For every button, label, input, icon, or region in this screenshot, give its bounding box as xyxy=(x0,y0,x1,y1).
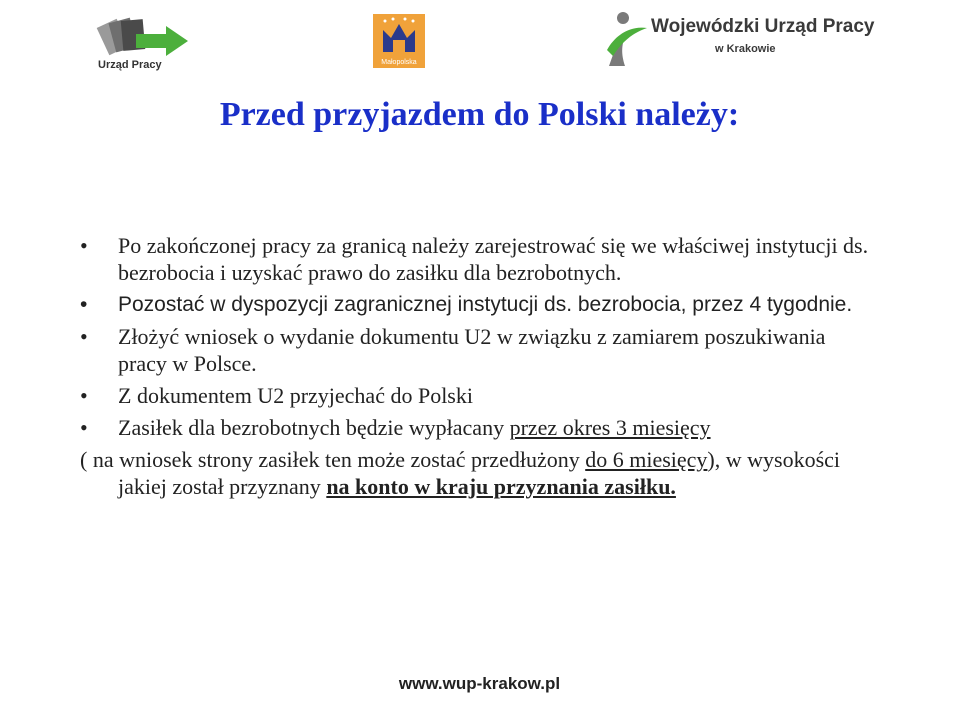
bullet-icon: • xyxy=(80,415,88,440)
bullet-list xyxy=(80,232,870,500)
note-paragraph xyxy=(80,446,870,500)
note-text: ), w wysokości jakiej został przyznany xyxy=(118,447,841,499)
note-text: ( na wniosek strony zasiłek ten może zostać przedłużony xyxy=(80,447,586,472)
bullet-text: Pozostać w dyspozycji zagranicznej instytucji ds. bezrobocia, przez 4 tygodnie. xyxy=(118,293,853,316)
bullet-text: Złożyć wniosek o wydanie dokumentu U2 w związku z zamiarem poszukiwania pracy w Polsce. xyxy=(118,324,826,376)
note-duration: do 6 miesięcy xyxy=(585,447,708,472)
bullet-item xyxy=(80,291,870,318)
urzad-pracy-logo-graphic xyxy=(96,14,196,60)
bullet-item xyxy=(80,323,870,377)
bullet-item xyxy=(80,414,870,441)
bullet-item xyxy=(80,232,870,286)
bullet-text: Z dokumentem U2 przyjechać do Polski xyxy=(118,383,473,408)
wup-logo xyxy=(603,10,893,72)
malopolska-caption: Małopolska xyxy=(381,59,417,66)
footer-url: www.wup-krakow.pl xyxy=(398,674,561,693)
bullet-icon: • xyxy=(80,383,88,408)
bullet-text: Zasiłek dla bezrobotnych będzie wypłacany xyxy=(118,415,510,440)
wup-city: w Krakowie xyxy=(715,43,776,55)
bullet-icon: • xyxy=(80,293,88,316)
bullet-text-underlined: przez okres 3 miesięcy xyxy=(509,415,711,440)
malopolska-logo xyxy=(373,14,425,68)
bullet-text: Po zakończonej pracy za granicą należy zarejestrować się we właściwej instytucji ds. bezrobocia i uzyskać prawo do zasiłku dla bezrobotnych. xyxy=(118,233,869,285)
bullet-icon: • xyxy=(80,233,88,258)
urzad-pracy-logo xyxy=(96,14,196,74)
wup-figure-icon xyxy=(603,10,649,72)
note-account-emphasis: na konto w kraju przyznania zasiłku. xyxy=(326,474,676,499)
malopolska-emblem xyxy=(373,14,425,68)
urzad-pracy-caption: Urząd Pracy xyxy=(98,59,162,71)
wup-name: Wojewódzki Urząd Pracy xyxy=(651,16,875,37)
header xyxy=(0,0,959,80)
bullet-icon: • xyxy=(80,324,88,349)
bullet-item xyxy=(80,382,870,409)
slide-title: Przed przyjazdem do Polski należy: xyxy=(219,96,740,133)
